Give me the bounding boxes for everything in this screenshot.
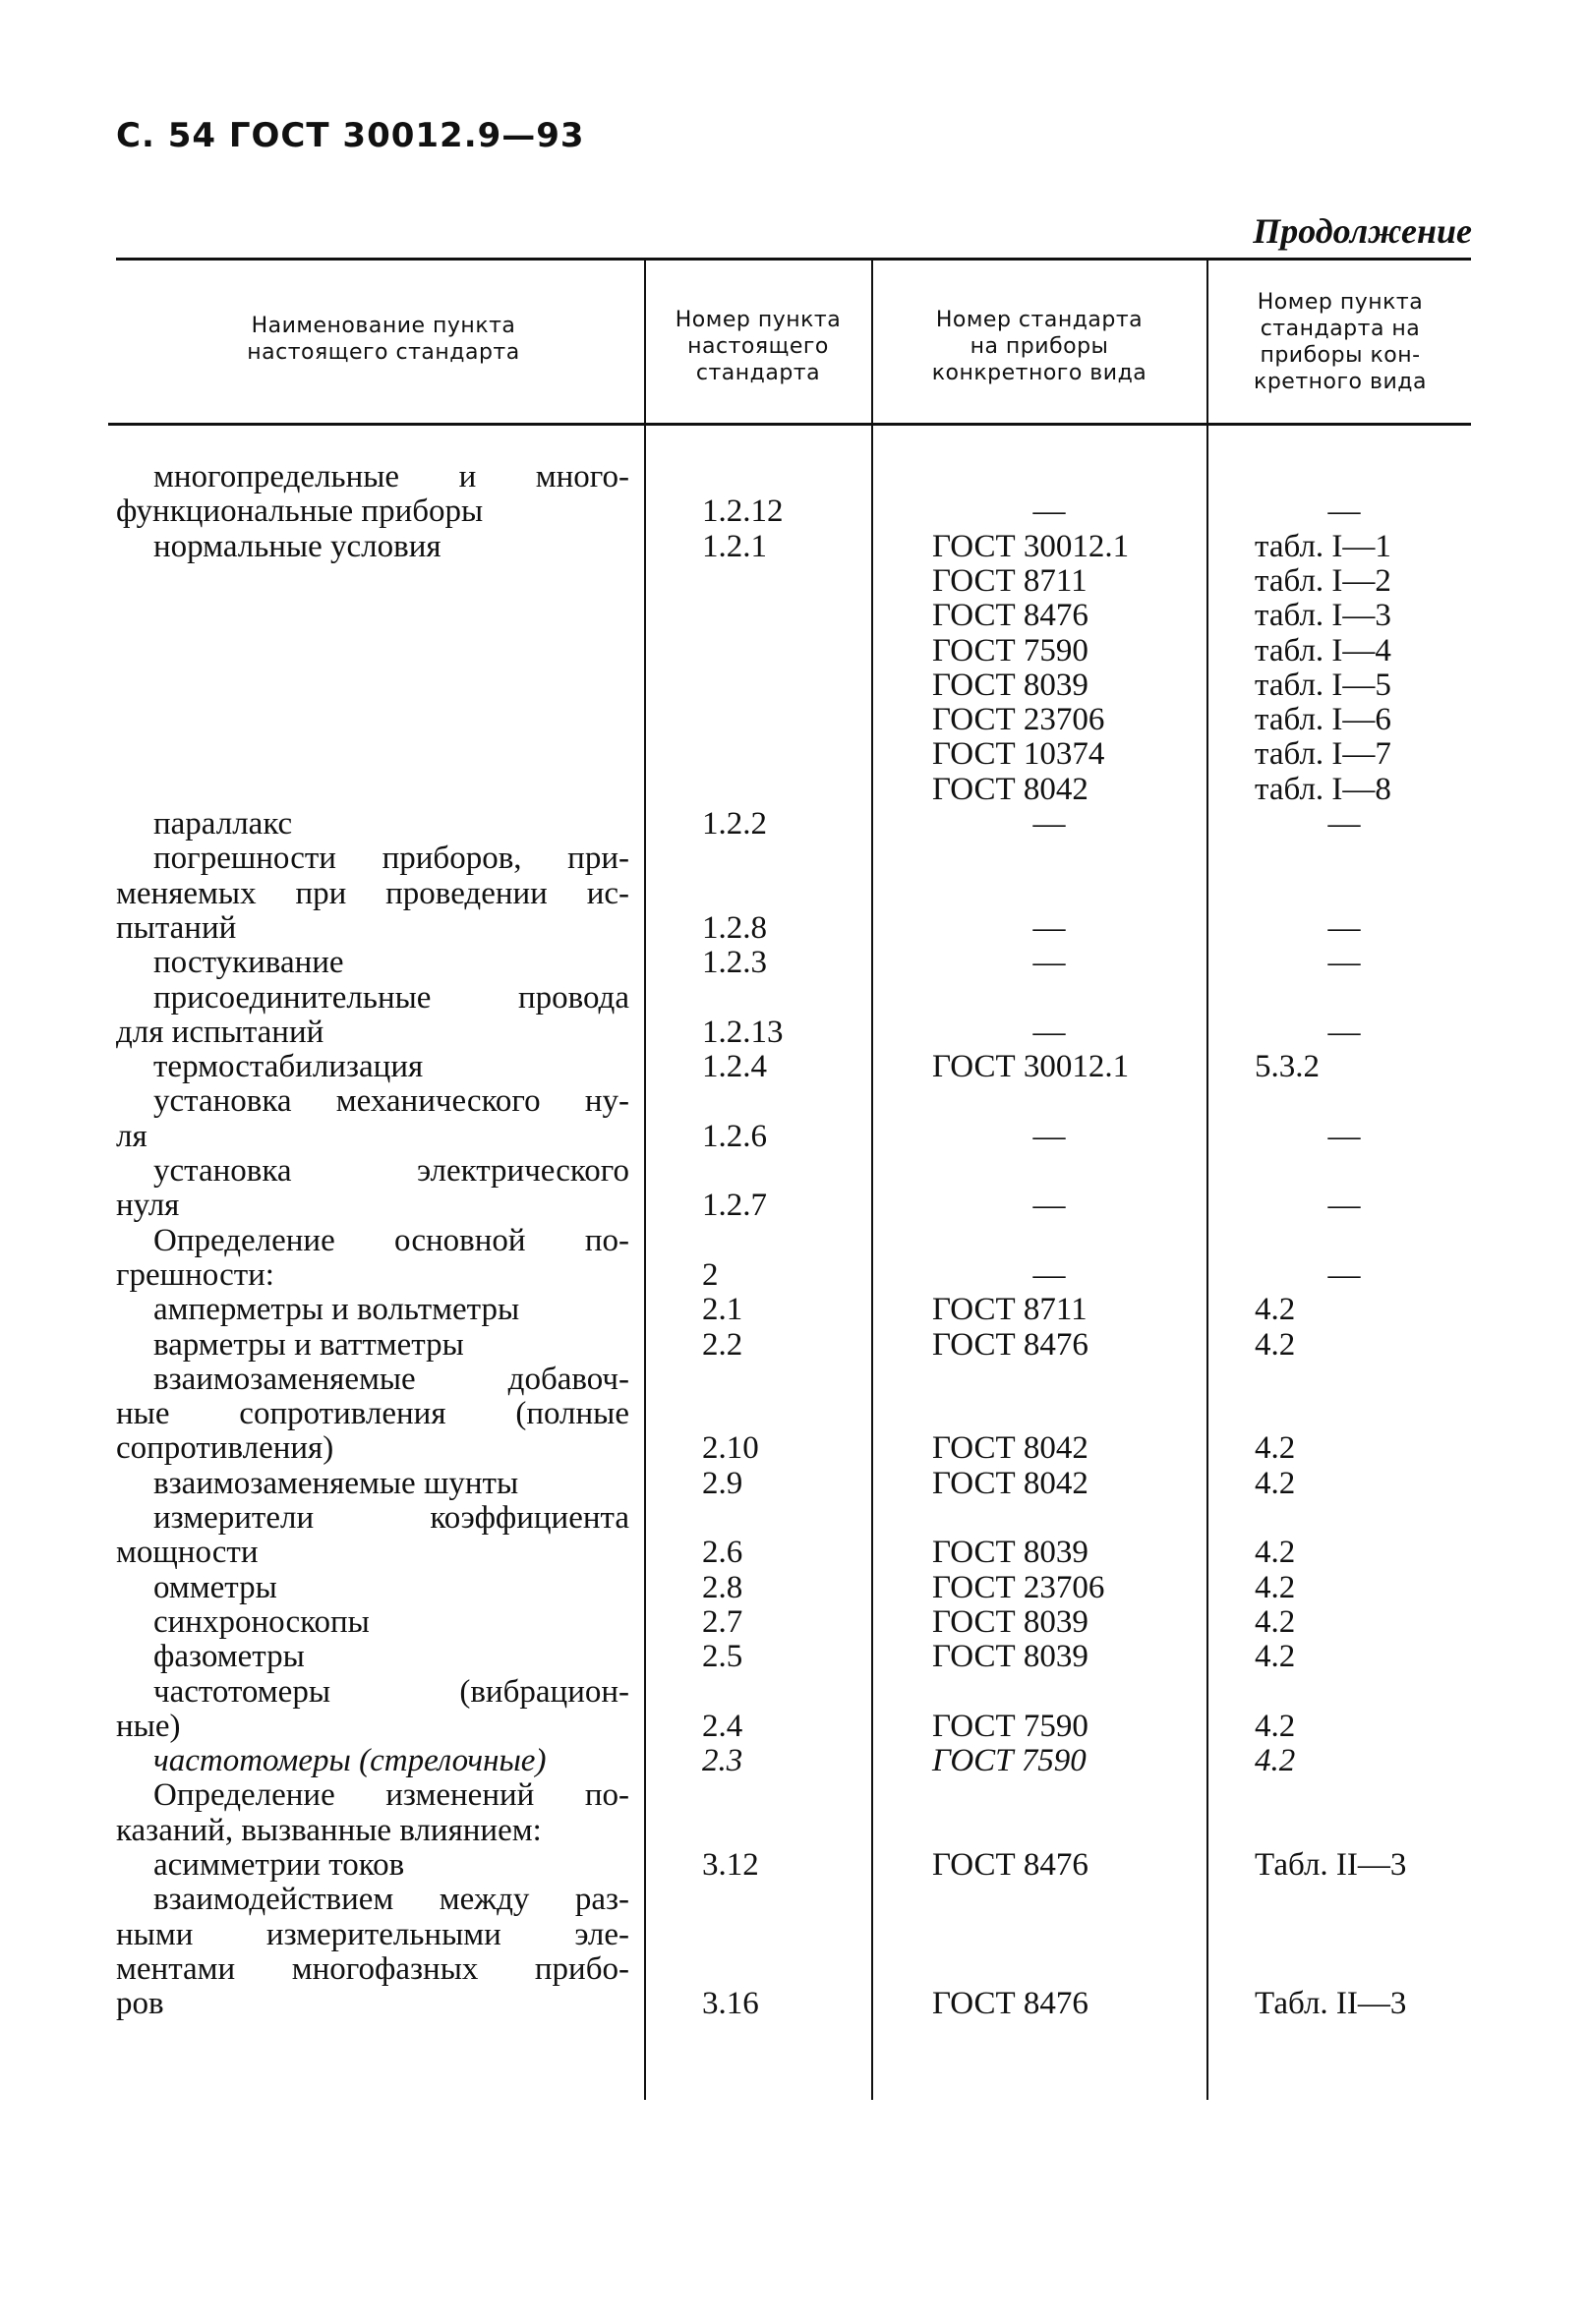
device-standard-item: 4.2: [1255, 1430, 1296, 1467]
device-standard: ГОСТ 30012.1: [932, 528, 1130, 564]
header-line: Наименование пункта: [251, 314, 516, 338]
device-standard: ГОСТ 8039: [932, 1639, 1088, 1675]
item-number: 1.2.4: [702, 1049, 767, 1085]
header-line: Номер пункта: [1257, 290, 1424, 315]
device-standard: ГОСТ 7590: [932, 1708, 1088, 1744]
item-name-line: функциональные приборы: [116, 494, 484, 530]
item-name-line: омметры: [153, 1569, 277, 1605]
device-standard: ГОСТ 8039: [932, 1535, 1088, 1571]
device-standard-item: 5.3.2: [1255, 1049, 1320, 1085]
device-standard: ГОСТ 8476: [932, 1986, 1088, 2022]
item-number: 2.6: [702, 1535, 743, 1571]
item-number: 1.2.2: [702, 806, 767, 842]
item-name-line: многопредельные и много-: [153, 459, 629, 494]
item-number: 2.2: [702, 1326, 743, 1363]
device-standard-item: —: [1327, 806, 1361, 842]
item-number: 1.2.3: [702, 945, 767, 981]
device-standard-item: табл. I—7: [1255, 736, 1391, 773]
header-line: настоящего стандарта: [247, 340, 520, 365]
device-standard-item: 4.2: [1255, 1326, 1296, 1363]
header-line: приборы кон-: [1260, 343, 1421, 368]
device-standard: ГОСТ 30012.1: [932, 1049, 1130, 1085]
item-number: 2.1: [702, 1292, 743, 1328]
device-standard-item: —: [1327, 909, 1361, 946]
item-name-line: нуля: [116, 1188, 180, 1224]
device-standard: ГОСТ 23706: [932, 1569, 1105, 1605]
device-standard-item: табл. I—4: [1255, 632, 1391, 668]
device-standard: ГОСТ 8042: [932, 771, 1088, 807]
device-standard-item: табл. I—6: [1255, 702, 1391, 738]
item-number: 1.2.1: [702, 528, 767, 564]
item-name-line: присоединительные провода: [153, 979, 629, 1016]
header-line: стандарта: [695, 361, 821, 385]
item-name-line: ными измерительными эле-: [116, 1916, 629, 1952]
item-name-line: параллакс: [153, 806, 293, 842]
item-name-line: взаимодействием между раз-: [153, 1882, 629, 1918]
item-name-line: измерители коэффициента: [153, 1500, 629, 1536]
continuation-label: Продолжение: [1253, 211, 1472, 251]
device-standard-item: —: [1327, 1118, 1361, 1154]
item-name-line: казаний, вызванные влиянием:: [116, 1812, 542, 1848]
item-name-line: амперметры и вольтметры: [153, 1292, 520, 1328]
device-standard: —: [1032, 494, 1066, 530]
item-name-line: меняемых при проведении ис-: [116, 875, 629, 911]
device-standard-item: Табл. II—3: [1255, 1986, 1407, 2022]
item-name-line: синхроноскопы: [153, 1603, 370, 1640]
item-name-line: фазометры: [153, 1639, 305, 1675]
item-name-line: для испытаний: [116, 1014, 324, 1050]
item-name-line: пытаний: [116, 909, 237, 946]
device-standard-item: табл. I—3: [1255, 598, 1391, 634]
item-name-line: нормальные условия: [153, 528, 441, 564]
item-name-line: частотомеры (стрелочные): [153, 1743, 547, 1779]
item-number: 3.12: [702, 1847, 759, 1883]
device-standard: ГОСТ 7590: [932, 1743, 1087, 1779]
device-standard: —: [1032, 945, 1066, 981]
device-standard-item: 4.2: [1255, 1535, 1296, 1571]
item-name-line: постукивание: [153, 945, 344, 981]
device-standard: —: [1032, 1188, 1066, 1224]
item-name-line: ля: [116, 1118, 147, 1154]
device-standard: —: [1032, 1118, 1066, 1154]
device-standard-item: —: [1327, 494, 1361, 530]
device-standard: ГОСТ 8711: [932, 562, 1088, 599]
device-standard: ГОСТ 8039: [932, 1603, 1088, 1640]
device-standard: ГОСТ 7590: [932, 632, 1088, 668]
device-standard-item: —: [1327, 1188, 1361, 1224]
item-name-line: мощности: [116, 1535, 259, 1571]
item-name-line: частотомеры (вибрацион-: [153, 1673, 629, 1710]
item-name-line: термостабилизация: [153, 1049, 424, 1085]
device-standard-item: 4.2: [1255, 1603, 1296, 1640]
item-name-line: погрешности приборов, при-: [153, 841, 629, 877]
item-number: 2.8: [702, 1569, 743, 1605]
header-line: настоящего: [687, 334, 829, 359]
item-name-line: варметры и ваттметры: [153, 1326, 464, 1363]
item-number: 2.5: [702, 1639, 743, 1675]
item-name-line: асимметрии токов: [153, 1847, 405, 1883]
device-standard-item: табл. I—2: [1255, 562, 1391, 599]
header-line: Номер пункта: [675, 308, 842, 332]
device-standard: ГОСТ 8476: [932, 598, 1088, 634]
device-standard-item: табл. I—5: [1255, 667, 1391, 703]
device-standard: ГОСТ 8711: [932, 1292, 1088, 1328]
item-name-line: взаимозаменяемые добавоч-: [153, 1361, 629, 1397]
header-line: Номер стандарта: [935, 308, 1144, 332]
device-standard: ГОСТ 8042: [932, 1465, 1088, 1501]
header-line: стандарта на: [1260, 317, 1421, 341]
page-header: С. 54 ГОСТ 30012.9—93: [116, 116, 585, 155]
item-name-line: сопротивления): [116, 1430, 334, 1467]
device-standard-item: Табл. II—3: [1255, 1847, 1407, 1883]
item-name-line: ров: [116, 1986, 164, 2022]
item-name-line: Определение основной по-: [153, 1222, 629, 1258]
device-standard-item: 4.2: [1255, 1292, 1296, 1328]
item-name-line: Определение изменений по-: [153, 1777, 629, 1814]
item-number: 2.4: [702, 1708, 743, 1744]
item-number: 1.2.6: [702, 1118, 767, 1154]
item-name-line: установка электрического: [153, 1153, 629, 1189]
item-number: 2: [702, 1256, 719, 1293]
item-name-line: установка механического ну-: [153, 1083, 629, 1120]
header-line: конкретного вида: [931, 361, 1147, 385]
device-standard: —: [1032, 806, 1066, 842]
device-standard: ГОСТ 8476: [932, 1847, 1088, 1883]
device-standard: ГОСТ 10374: [932, 736, 1105, 773]
device-standard-item: табл. I—1: [1255, 528, 1391, 564]
header-line: кретного вида: [1254, 370, 1427, 394]
item-name-line: ментами многофазных прибо-: [116, 1950, 629, 1987]
item-number: 1.2.12: [702, 494, 784, 530]
device-standard-item: —: [1327, 1256, 1361, 1293]
device-standard-item: —: [1327, 945, 1361, 981]
device-standard: ГОСТ 8476: [932, 1326, 1088, 1363]
device-standard: ГОСТ 8039: [932, 667, 1088, 703]
item-number: 2.3: [702, 1743, 743, 1779]
item-number: 2.7: [702, 1603, 743, 1640]
device-standard: —: [1032, 1014, 1066, 1050]
device-standard-item: 4.2: [1255, 1465, 1296, 1501]
item-number: 1.2.7: [702, 1188, 767, 1224]
device-standard-item: 4.2: [1255, 1639, 1296, 1675]
device-standard: ГОСТ 8042: [932, 1430, 1088, 1467]
item-number: 3.16: [702, 1986, 759, 2022]
item-number: 1.2.13: [702, 1014, 784, 1050]
device-standard-item: 4.2: [1255, 1743, 1296, 1779]
device-standard: —: [1032, 1256, 1066, 1293]
item-number: 2.10: [702, 1430, 759, 1467]
device-standard: —: [1032, 909, 1066, 946]
device-standard-item: табл. I—8: [1255, 771, 1391, 807]
item-number: 2.9: [702, 1465, 743, 1501]
item-name-line: взаимозаменяемые шунты: [153, 1465, 519, 1501]
device-standard-item: —: [1327, 1014, 1361, 1050]
item-name-line: ные): [116, 1708, 181, 1744]
device-standard: ГОСТ 23706: [932, 702, 1105, 738]
device-standard-item: 4.2: [1255, 1569, 1296, 1605]
item-name-line: грешности:: [116, 1256, 274, 1293]
header-line: на приборы: [970, 334, 1109, 359]
item-number: 1.2.8: [702, 909, 767, 946]
item-name-line: ные сопротивления (полные: [116, 1396, 629, 1432]
device-standard-item: 4.2: [1255, 1708, 1296, 1744]
